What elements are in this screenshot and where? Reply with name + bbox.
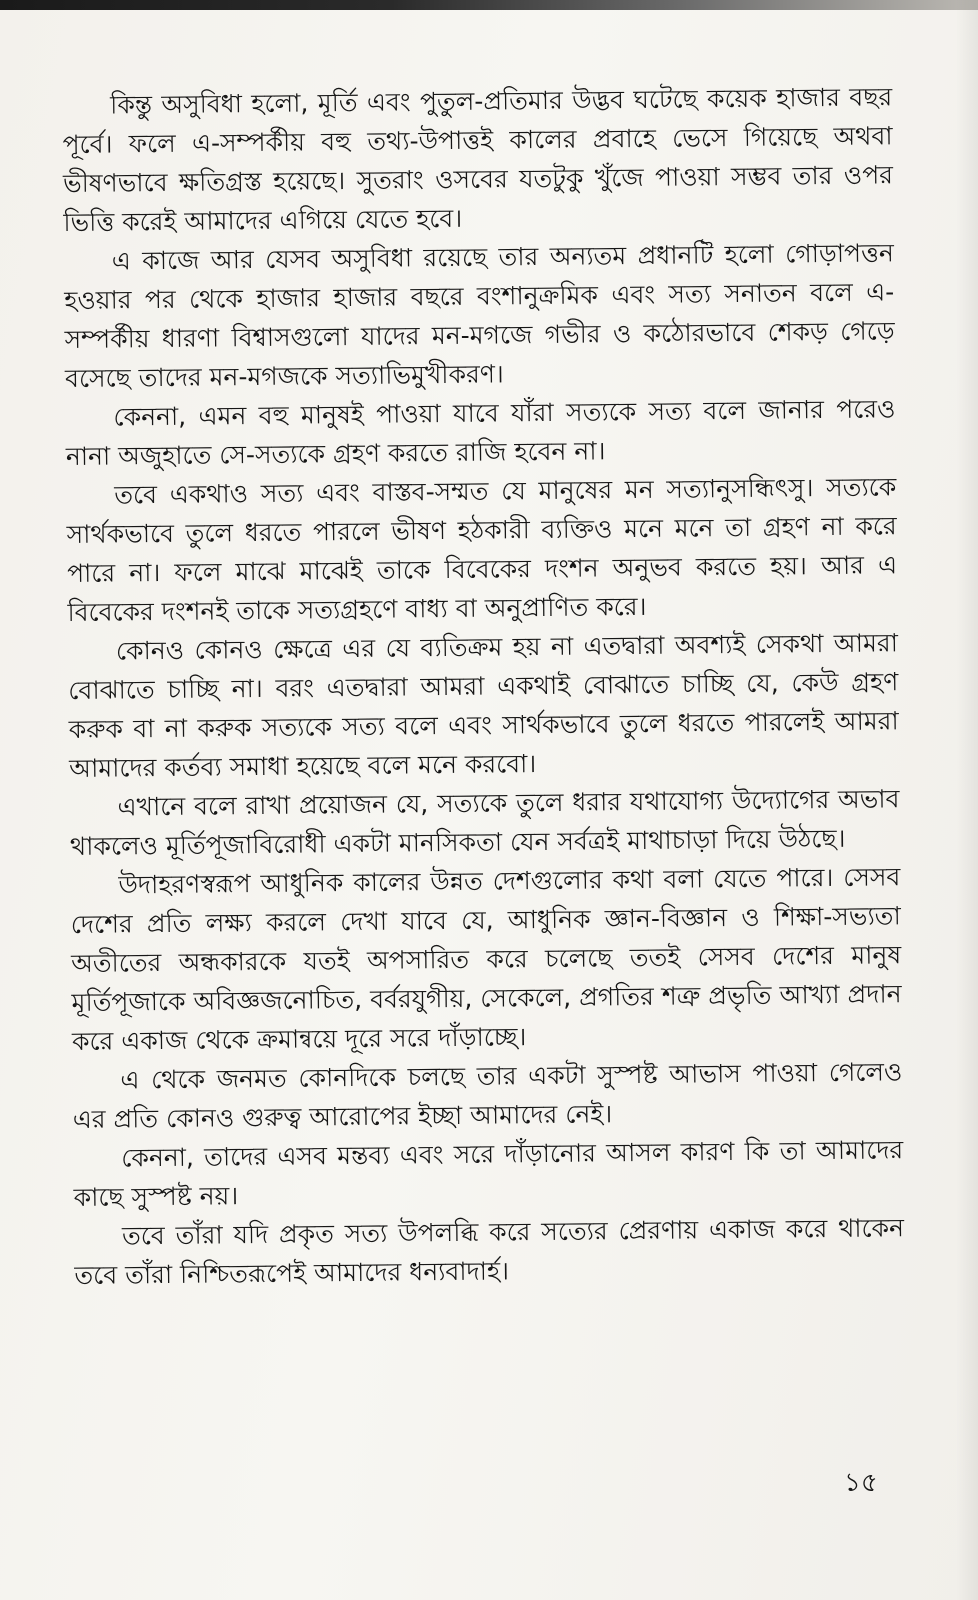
- page-top-edge: [0, 0, 978, 10]
- page-number: ১৫: [844, 1468, 878, 1498]
- paragraph: এ থেকে জনমত কোনদিকে চলছে তার একটা সুস্পষ্ট আভাস পাওয়া গেলেও এর প্রতি কোনও গুরুত্ব আরোপের ইচ্ছা আমাদের নেই।: [72, 1057, 903, 1134]
- paragraph: তবে একথাও সত্য এবং বাস্তব-সম্মত যে মানুষের মন সত্যানুসন্ধিৎসু। সত্যকে সার্থকভাবে তুলে ধরতে পারলে ভীষণ হঠকারী ব্যক্তিও মনে মনে তা গ্রহণ না করে পারে না। ফলে মাঝে মাঝেই তাকে বিবেকের দংশন অনুভব করতে হয়। আর এ বিবেকের দংশনই তাকে সত্যগ্রহণে বাধ্য বা অনুপ্রাণিত করে।: [66, 472, 898, 627]
- paragraph: তবে তাঁরা যদি প্রকৃত সত্য উপলব্ধি করে সত্যের প্রেরণায় একাজ করে থাকেন তবে তাঁরা নিশ্চিতরূপেই আমাদের ধন্যবাদার্হ।: [74, 1213, 905, 1290]
- body-text: [62, 77, 905, 1295]
- page-edge-shadow: [956, 0, 978, 1600]
- paragraph: কিন্তু অসুবিধা হলো, মূর্তি এবং পুতুল-প্রতিমার উদ্ভব ঘটেছে কয়েক হাজার বছর পূর্বে। ফলে এ-সম্পর্কীয় বহু তথ্য-উপাত্তই কালের প্রবাহে ভেসে গিয়েছে অথবা ভীষণভাবে ক্ষতিগ্রস্ত হয়েছে। সুতরাং ওসবের যতটুকু খুঁজে পাওয়া সম্ভব তার ওপর ভিত্তি করেই আমাদের এগিয়ে যেতে হবে।: [62, 82, 894, 237]
- paragraph: এ কাজে আর যেসব অসুবিধা রয়েছে তার অন্যতম প্রধানটি হলো গোড়াপত্তন হওয়ার পর থেকে হাজার হাজার বছরে বংশানুক্রমিক এবং সত্য সনাতন বলে এ-সম্পর্কীয় ধারণা বিশ্বাসগুলো যাদের মন-মগজে গভীর ও কঠোরভাবে শেকড় গেড়ে বসেছে তাদের মন-মগজকে সত্যাভিমুখীকরণ।: [64, 238, 895, 393]
- paragraph: কেননা, এমন বহু মানুষই পাওয়া যাবে যাঁরা সত্যকে সত্য বলে জানার পরেও নানা অজুহাতে সে-সত্যকে গ্রহণ করতে রাজি হবেন না।: [65, 394, 896, 471]
- paragraph: উদাহরণস্বরূপ আধুনিক কালের উন্নত দেশগুলোর কথা বলা যেতে পারে। সেসব দেশের প্রতি লক্ষ্য করলে দেখা যাবে যে, আধুনিক জ্ঞান-বিজ্ঞান ও শিক্ষা-সভ্যতা অতীতের অন্ধকারকে যতই অপসারিত করে চলেছে ততই সেসব দেশের মানুষ মূর্তিপূজাকে অবিজ্ঞজনোচিত, বর্বরযুগীয়, সেকেলে, প্রগতির শত্রু প্রভৃতি আখ্যা প্রদান করে একাজ থেকে ক্রমান্বয়ে দূরে সরে দাঁড়াচ্ছে।: [70, 862, 902, 1056]
- paragraph: এখানে বলে রাখা প্রয়োজন যে, সত্যকে তুলে ধরার যথাযোগ্য উদ্যোগের অভাব থাকলেও মূর্তিপূজাবিরোধী একটা মানসিকতা যেন সর্বত্রই মাথাচাড়া দিয়ে উঠছে।: [69, 784, 900, 861]
- paragraph: কেননা, তাদের এসব মন্তব্য এবং সরে দাঁড়ানোর আসল কারণ কি তা আমাদের কাছে সুস্পষ্ট নয়।: [73, 1135, 904, 1212]
- paragraph: কোনও কোনও ক্ষেত্রে এর যে ব্যতিক্রম হয় না এতদ্বারা অবশ্যই সেকথা আমরা বোঝাতে চাচ্ছি না। বরং এতদ্বারা আমরা একথাই বোঝাতে চাচ্ছি যে, কেউ গ্রহণ করুক বা না করুক সত্যকে সত্য বলে এবং সার্থকভাবে তুলে ধরতে পারলেই আমরা আমাদের কর্তব্য সমাধা হয়েছে বলে মনে করবো।: [68, 628, 899, 783]
